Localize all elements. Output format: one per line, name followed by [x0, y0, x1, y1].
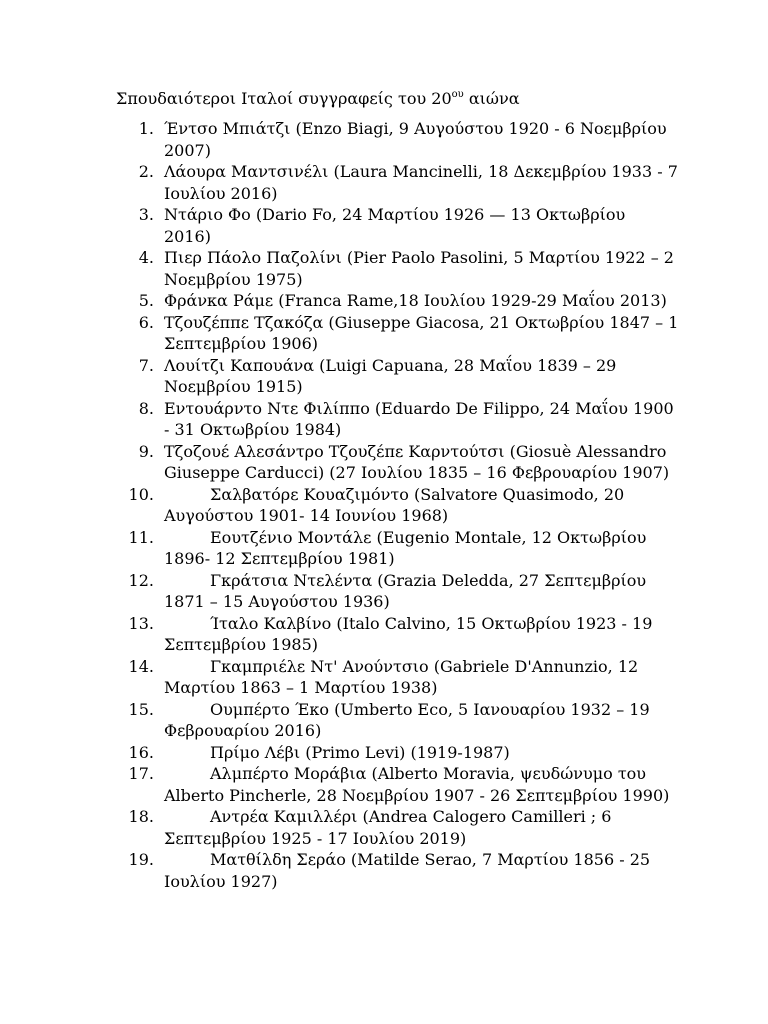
author-list-item	[0, 441, 768, 484]
item-number: 17.	[128, 764, 154, 783]
author-list-item	[0, 570, 768, 613]
item-text-line1: Αντρέα Καμιλλέρι (Andrea Calogero Camilleri ; 6	[210, 807, 612, 826]
item-text-line2: Ιουλίου 1927)	[164, 871, 278, 891]
authors-list	[0, 118, 768, 892]
item-text-line2: 2007)	[164, 140, 211, 160]
item-text-line2: Νοεμβρίου 1915)	[164, 377, 303, 396]
item-text-line1: Ουμπέρτο Έκο (Umberto Eco, 5 Ιανουαρίου 1932 – 19	[210, 699, 650, 719]
item-number: 2.	[138, 162, 154, 181]
item-text-line2: 1896- 12 Σεπτεμβρίου 1981)	[164, 549, 395, 568]
item-number: 8.	[138, 398, 154, 418]
document-title	[116, 88, 520, 110]
item-number: 5.	[138, 291, 154, 310]
item-text-line1: Σαλβατόρε Κουαζιμόντο (Salvatore Quasimodo, 20	[210, 484, 625, 504]
item-text-line2: Μαρτίου 1863 – 1 Μαρτίου 1938)	[164, 678, 438, 697]
item-text-line2: - 31 Οκτωβρίου 1984)	[164, 420, 342, 439]
item-number: 16.	[128, 742, 154, 762]
title-superscript: ου	[451, 88, 464, 100]
item-number: 1.	[138, 119, 154, 138]
item-text-line1: Ματθίλδη Σεράο (Matilde Serao, 7 Μαρτίου 1856 - 25	[210, 850, 651, 869]
item-text-line2: Σεπτεμβρίου 1985)	[164, 635, 318, 654]
item-text-line2: 1871 – 15 Αυγούστου 1936)	[164, 592, 390, 611]
author-list-item	[0, 763, 768, 806]
item-text-line1: Τζουζέππε Τζακόζα (Giuseppe Giacosa, 21 Οκτωβρίου 1847 – 1	[164, 312, 679, 332]
item-text-line1: Γκαμπριέλε Ντ' Ανούντσιο (Gabriele D'Annunzio, 12	[210, 656, 639, 676]
item-text-line1: Πρίμο Λέβι (Primo Levi) (1919-1987)	[210, 742, 510, 762]
item-number: 4.	[138, 248, 154, 267]
author-list-item	[0, 247, 768, 290]
item-text-line1: Λάουρα Μαντσινέλι (Laura Mancinelli, 18 Δεκεμβρίου 1933 - 7	[164, 162, 678, 181]
item-text-line2: Νοεμβρίου 1975)	[164, 269, 303, 289]
item-number: 9.	[138, 441, 154, 461]
item-text-line2: Giuseppe Carducci) (27 Ιουλίου 1835 – 16 Φεβρουαρίου 1907)	[164, 463, 670, 482]
item-text-line2: Σεπτεμβρίου 1925 - 17 Ιουλίου 2019)	[164, 828, 467, 848]
item-text-line1: Ντάριο Φο (Dario Fo, 24 Μαρτίου 1926 — 13 Οκτωβρίου	[164, 205, 626, 224]
author-list-item	[0, 742, 768, 764]
item-text-line1: Αλμπέρτο Μοράβια (Alberto Moravia, ψευδώνυμο του	[210, 764, 647, 783]
author-list-item	[0, 161, 768, 204]
author-list-item	[0, 613, 768, 656]
item-number: 12.	[128, 570, 154, 590]
author-list-item	[0, 849, 768, 892]
item-text-line2: Αυγούστου 1901- 14 Ιουνίου 1968)	[164, 506, 449, 525]
item-number: 15.	[128, 699, 154, 719]
author-list-item	[0, 699, 768, 742]
item-text-line1: Λουίτζι Καπουάνα (Luigi Capuana, 28 Μαΐου 1839 – 29	[164, 355, 617, 375]
author-list-item	[0, 312, 768, 355]
item-text-line1: Έντσο Μπιάτζι (Enzo Biagi, 9 Αυγούστου 1920 - 6 Νοεμβρίου	[164, 119, 667, 138]
author-list-item	[0, 398, 768, 441]
item-text-line2: Alberto Pincherle, 28 Νοεμβρίου 1907 - 26 Σεπτεμβρίου 1990)	[164, 785, 670, 805]
item-number: 13.	[128, 613, 154, 633]
author-list-item	[0, 290, 768, 312]
item-number: 3.	[138, 205, 154, 224]
item-text-line1: Εουτζένιο Μοντάλε (Eugenio Montale, 12 Οκτωβρίου	[210, 527, 647, 547]
item-text-line1: Φράνκα Ράμε (Franca Rame,18 Ιουλίου 1929-29 Μαΐου 2013)	[164, 291, 667, 310]
author-list-item	[0, 118, 768, 161]
author-list-item	[0, 204, 768, 247]
item-text-line2: Φεβρουαρίου 2016)	[164, 721, 322, 740]
title-end: αιώνα	[463, 89, 520, 108]
item-text-line2: Ιουλίου 2016)	[164, 183, 278, 203]
item-number: 6.	[138, 312, 154, 332]
item-number: 19.	[128, 850, 154, 869]
item-text-line2: Σεπτεμβρίου 1906)	[164, 334, 318, 353]
item-number: 11.	[128, 527, 154, 547]
item-text-line1: Πιερ Πάολο Παζολίνι (Pier Paolo Pasolini, 5 Μαρτίου 1922 – 2	[164, 248, 674, 267]
item-number: 7.	[138, 355, 154, 375]
item-number: 18.	[128, 807, 154, 826]
title-text: Σπουδαιότεροι Ιταλοί συγγραφείς του 20	[116, 89, 452, 108]
item-text-line1: Εντουάρντο Ντε Φιλίππο (Eduardo De Filippo, 24 Μαΐου 1900	[164, 398, 674, 418]
author-list-item	[0, 656, 768, 699]
item-text-line1: Γκράτσια Ντελέντα (Grazia Deledda, 27 Σεπτεμβρίου	[210, 570, 647, 590]
author-list-item	[0, 355, 768, 398]
item-text-line1: Τζοζουέ Αλεσάντρο Τζουζέπε Καρντούτσι (Giosuè Alessandro	[164, 441, 667, 461]
item-number: 14.	[128, 656, 154, 676]
author-list-item	[0, 806, 768, 849]
author-list-item	[0, 527, 768, 570]
author-list-item	[0, 484, 768, 527]
item-text-line1: Ίταλο Καλβίνο (Italo Calvino, 15 Οκτωβρίου 1923 - 19	[210, 613, 653, 633]
item-number: 10.	[128, 484, 154, 504]
item-text-line2: 2016)	[164, 226, 211, 246]
